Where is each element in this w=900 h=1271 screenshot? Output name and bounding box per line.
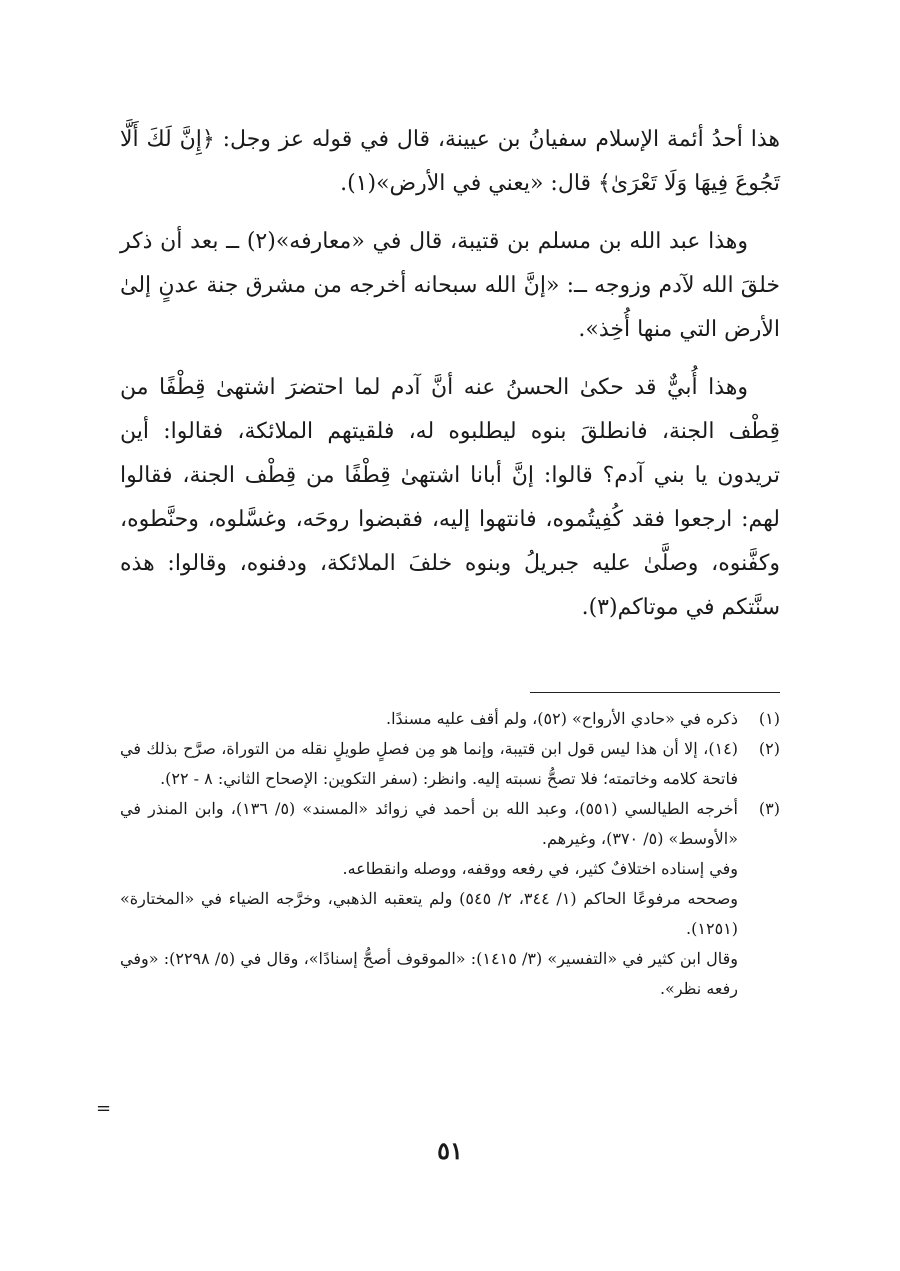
footnote-1 [120, 704, 780, 734]
footnote-text: وفي إسناده اختلافٌ كثير، في رفعه ووقفه، ووصله وانقطاعه. [342, 859, 738, 878]
paragraph-ubay: وهذا أُبيٌّ قد حكىٰ الحسنُ عنه أنَّ آدم لما احتضرَ اشتهىٰ قِطْفًا من قِطْف الجنة، فانطلقَ بنوه ليطلبوه له، فلقيتهم الملائكة، فقالوا: أين تريدون يا بني آدم؟ قالوا: إنَّ أبانا اشتهىٰ قِطْفًا من قِطْف الجنة، فقالوا لهم: ارجعوا فقد كُفِيتُموه، فانتهوا إليه، فقبضوا روحَه، وغسَّلوه، وحنَّطوه، وكفَّنوه، وصلَّىٰ عليه جبريلُ وبنوه خلفَ الملائكة، ودفنوه، وقالوا: هذه سنَّتكم في موتاكم(٣). [120, 375, 780, 620]
paragraph-sufyan: هذا أحدُ أئمة الإسلام سفيانُ بن عيينة، قال في قوله عز وجل: ﴿إِنَّ لَكَ أَلَّا تَجُوعَ فِيهَا وَلَا تَعْرَىٰ﴾ قال: «يعني في الأرض»(١). [120, 127, 780, 196]
footnote-3 [120, 794, 780, 1004]
footnotes [120, 704, 780, 1004]
paragraph-ibn-qutayba: وهذا عبد الله بن مسلم بن قتيبة، قال في «معارفه»(٢) ــ بعد أن ذكر خلقَ الله لآدم وزوجه ــ: «إنَّ الله سبحانه أخرجه من مشرق جنة عدنٍ إلىٰ الأرض التي منها أُخِذ». [120, 229, 780, 342]
footnote-separator [530, 692, 780, 693]
footnote-number: (١) [758, 709, 780, 728]
footnote-number: (٢) [758, 739, 780, 758]
continuation-mark: = [96, 1098, 112, 1119]
footnote-text: (١٤)، إلا أن هذا ليس قول ابن قتيبة، وإنما هو مِن فصلٍ طويلٍ نقله من التوراة، صرَّح بذلك في فاتحة كلامه وخاتمته؛ فلا تصحُّ نسبته إليه. وانظر: (سفر التكوين: الإصحاح الثاني: ٨ - ٢٢). [120, 739, 739, 788]
footnote-number: (٣) [758, 799, 780, 818]
footnote-text: وقال ابن كثير في «التفسير» (٣/ ١٤١٥): «الموقوف أصحُّ إسنادًا»، وقال في (٥/ ٢٢٩٨): «وفي رفعه نظر». [120, 949, 738, 998]
footnote-text: ذكره في «حادي الأرواح» (٥٢)، ولم أقف عليه مسندًا. [385, 709, 738, 728]
footnote-2 [120, 734, 780, 794]
page-number: ٥١ [437, 1136, 463, 1165]
main-text [120, 118, 780, 644]
footnote-text: وصححه مرفوعًا الحاكم (١/ ٣٤٤، ٢/ ٥٤٥) ولم يتعقبه الذهبي، وخرَّجه الضياء في «المختارة» (١٢٥١). [120, 889, 739, 938]
footnote-text: أخرجه الطيالسي (٥٥١)، وعبد الله بن أحمد في زوائد «المسند» (٥/ ١٣٦)، وابن المنذر في «الأوسط» (٥/ ٣٧٠)، وغيرهم. [120, 799, 738, 848]
